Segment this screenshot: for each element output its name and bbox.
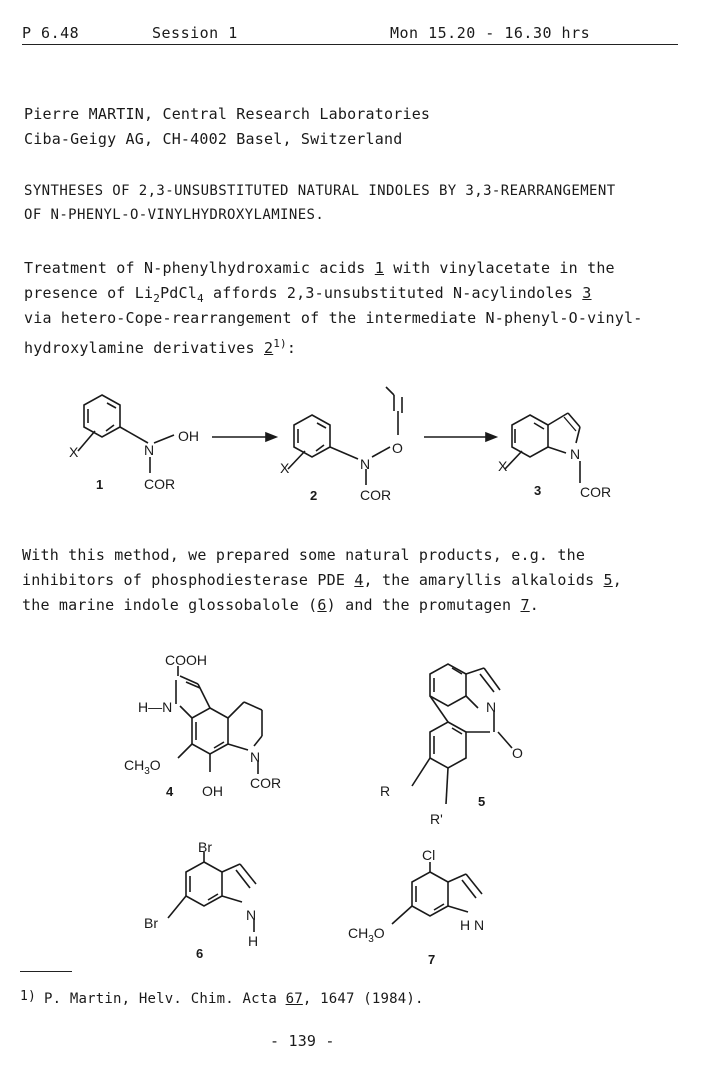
cor-label: COR	[250, 775, 282, 791]
footnote-divider	[20, 971, 72, 972]
compound-2-structure	[280, 387, 403, 503]
text-run: inhibitors of phosphodiesterase PDE	[22, 571, 355, 589]
subscript: 4	[197, 292, 204, 305]
session-label: Session 1	[152, 24, 238, 42]
paragraph-1-line-1	[24, 256, 615, 281]
text-run: O	[373, 925, 385, 941]
abstract-code: P 6.48	[22, 24, 80, 42]
subscript: 3	[368, 934, 374, 945]
reaction-arrow	[424, 433, 496, 441]
text-run: CH	[348, 925, 369, 941]
nitrogen-label: N	[474, 917, 485, 933]
compound-6-structure	[144, 839, 258, 961]
nitrogen-label: N	[250, 749, 261, 765]
compound-5-structure	[380, 664, 523, 827]
text-run: presence of Li	[24, 284, 154, 302]
nitrogen-label: N	[144, 442, 155, 458]
page-header	[22, 24, 678, 45]
footnote-ref: 1)	[273, 337, 287, 350]
session-time: Mon 15.20 - 16.30 hrs	[390, 24, 591, 42]
text-run: the marine indole glossobalole (	[22, 596, 318, 614]
text-run: P. Martin, Helv. Chim. Acta	[44, 991, 286, 1007]
compound-ref: 7	[520, 596, 530, 614]
paper-title-line-1: SYNTHESES OF 2,3-UNSUBSTITUTED NATURAL INDOLES BY 3,3-REARRANGEMENT	[24, 183, 616, 199]
compound-number: 5	[478, 794, 486, 809]
chloro-label: Cl	[422, 847, 436, 863]
compound-number: 1	[96, 477, 104, 492]
text-run: :	[286, 339, 297, 357]
affiliation-line: Ciba-Geigy AG, CH-4002 Basel, Switzerland	[24, 130, 403, 148]
footnote-text	[44, 987, 424, 1012]
x-substituent: X	[69, 444, 79, 460]
text-run: PdCl	[160, 284, 197, 302]
text-run: , 1647 (1984).	[302, 991, 424, 1007]
methoxy-label	[348, 925, 385, 945]
compound-ref: 2	[264, 339, 274, 357]
nitrogen-label: N	[570, 446, 581, 462]
author-line: Pierre MARTIN, Central Research Laboratories	[24, 105, 431, 123]
bromo-label: Br	[144, 915, 158, 931]
nitrogen-label: N	[486, 699, 497, 715]
methoxy-label	[124, 757, 161, 777]
oxygen-label: O	[512, 745, 523, 761]
compound-4-structure	[124, 652, 281, 799]
compound-ref: 4	[354, 571, 364, 589]
compound-number: 3	[534, 483, 542, 498]
subscript: 2	[153, 292, 161, 305]
text-run: CH	[124, 757, 145, 773]
paragraph-2-line-1: With this method, we prepared some natural products, e.g. the	[22, 546, 586, 564]
text-run: ) and the promutagen	[326, 596, 521, 614]
nitrogen-label: N	[246, 907, 257, 923]
x-substituent: X	[498, 458, 508, 474]
compound-number: 7	[428, 952, 436, 967]
compound-7-structure	[348, 847, 484, 967]
reaction-arrow	[212, 433, 276, 441]
paper-title-line-2: OF N-PHENYL-O-VINYLHYDROXYLAMINES.	[24, 207, 325, 223]
hydrogen-label: H	[460, 917, 471, 933]
nitrogen-label: N	[360, 456, 371, 472]
paragraph-1-line-4	[24, 331, 296, 361]
text-run: ,	[612, 571, 623, 589]
reaction-scheme	[0, 365, 704, 515]
text-run: , the amaryllis alkaloids	[363, 571, 604, 589]
cor-label: COR	[144, 476, 176, 492]
compound-ref: 6	[317, 596, 327, 614]
compound-3-structure	[498, 413, 611, 500]
compound-ref: 1	[374, 259, 385, 277]
x-substituent: X	[280, 460, 290, 476]
r-prime-substituent: R'	[430, 811, 443, 827]
compound-number: 2	[310, 488, 318, 503]
paragraph-2-line-3	[22, 593, 539, 618]
bromo-label: Br	[198, 839, 212, 855]
compound-1-structure	[69, 395, 199, 492]
journal-volume: 67	[285, 991, 303, 1007]
compound-number: 4	[166, 784, 174, 799]
nh-label: H—N	[138, 699, 173, 715]
subscript: 3	[144, 766, 150, 777]
hydroxyl-label: OH	[202, 783, 223, 799]
compound-ref: 3	[582, 284, 592, 302]
paragraph-1-line-3: via hetero-Cope-rearrangement of the intermediate N-phenyl-O-vinyl-	[24, 309, 643, 327]
carboxyl-label: COOH	[165, 652, 207, 668]
compound-ref: 5	[603, 571, 613, 589]
text-run: Treatment of N-phenylhydroxamic acids	[24, 259, 375, 277]
hydroxyl-label: OH	[178, 428, 199, 444]
text-run: hydroxylamine derivatives	[24, 339, 264, 357]
cor-label: COR	[580, 484, 612, 500]
hydrogen-label: H	[248, 933, 259, 949]
r-substituent: R	[380, 783, 391, 799]
paragraph-2-line-2	[22, 568, 622, 593]
text-run: with vinylacetate in the	[384, 259, 615, 277]
page-number: - 139 -	[270, 1032, 335, 1050]
text-run: affords 2,3-unsubstituted N-acylindoles	[203, 284, 583, 302]
footnote-mark: 1)	[20, 989, 37, 1004]
oxygen-label: O	[392, 440, 403, 456]
text-run: .	[529, 596, 539, 614]
natural-product-structures	[0, 640, 704, 970]
cor-label: COR	[360, 487, 392, 503]
text-run: O	[149, 757, 161, 773]
compound-number: 6	[196, 946, 204, 961]
